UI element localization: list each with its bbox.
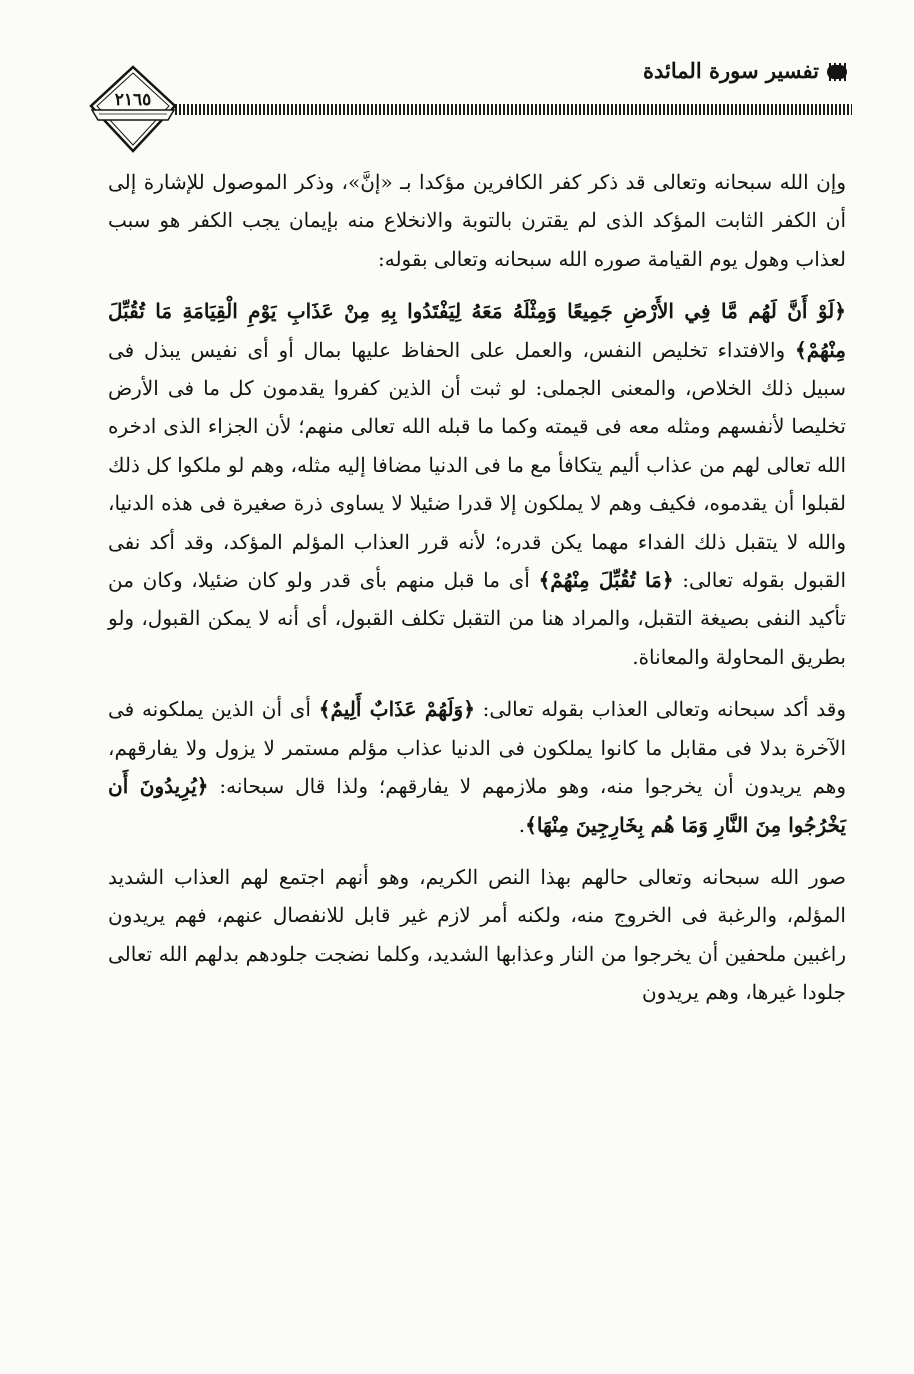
text-run: وإن الله سبحانه وتعالى قد ذكر كفر الكافرين مؤكدا بـ «إنَّ»، وذكر الموصول للإشارة إلى أن الكفر الثابت المؤكد الذى لم يقترن بالتوبة والانخلاع منه بإيمان يجب الكفر هو سبب لعذاب وهول يوم القيامة صوره الله سبحانه وتعالى بقوله: xyxy=(108,170,846,271)
paragraph xyxy=(108,292,846,676)
text-run: أى ما قبل منهم بأى قدر ولو كان ضئيلا، وكان من تأكيد النفى بصيغة التقبل، والمراد هنا من التقبل تكلف القبول، أى أنه لا يمكن القبول، ولو بطريق المحاولة والمعاناة. xyxy=(108,568,846,669)
ornament-icon xyxy=(826,62,848,82)
body-text xyxy=(108,163,846,1026)
quran-verse-quote: ﴿وَلَهُمْ عَذَابٌ أَلِيمٌ﴾ xyxy=(318,697,475,722)
paragraph xyxy=(108,163,846,278)
text-run: صور الله سبحانه وتعالى حالهم بهذا النص الكريم، وهو أنهم اجتمع لهم العذاب الشديد المؤلم، والرغبة فى الخروج منه، ولكنه أمر لازم غير قابل للانفصال عنهم، فهم يريدون راغبين ملحفين أن يخرجوا من النار وعذابها الشديد، وكلما نضجت جلودهم بدلهم الله تعالى جلودا غيرها، وهم يريدون xyxy=(108,864,846,1005)
quran-verse-quote: ﴿لَوْ أَنَّ لَهُم مَّا فِي الأَرْضِ جَمِيعًا وَمِثْلَهُ مَعَهُ لِيَفْتَدُوا بِهِ مِنْ عَذَابِ يَوْمِ الْقِيَامَةِ مَا تُقُبِّلَ مِنْهُمْ﴾ xyxy=(108,299,846,362)
text-run: والافتداء تخليص النفس، والعمل على الحفاظ عليها بمال أو أى نفيس يبذل فى سبيل ذلك الخلاص، والمعنى الجملى: لو ثبت أن الذين كفروا يقدمون كل ما فى الأرض تخليصا لأنفسهم ومثله معه فى قيمته وكما ما قبله الله تعالى منهم؛ لأن الجزاء الذى ادخره الله تعالى لهم من عذاب أليم يتكافأ مع ما فى الدنيا مضافا إليه مثله، وهم لو ملكوا كل ذلك لقبلوا أن يقدموه، فكيف وهم لا يملكون إلا قدرا ضئيلا لا يساوى ذرة صغيرة فى هذه الدنيا، والله لا يتقبل ذلك الفداء مهما يكن قدره؛ لأنه قرر العذاب المؤلم المؤكد، وقد أكد نفى القبول بقوله تعالى: xyxy=(108,337,847,593)
header-rule-icon xyxy=(175,104,852,115)
quran-verse-quote: ﴿مَا تُقُبِّلَ مِنْهُمْ﴾ xyxy=(538,568,674,593)
running-title: تفسير سورة المائدة xyxy=(643,58,819,83)
page-number: ٢١٦٥ xyxy=(114,90,152,110)
text-run: وقد أكد سبحانه وتعالى العذاب بقوله تعالى: xyxy=(474,697,847,722)
page-header xyxy=(0,0,914,160)
text-run: أى أن الذين يملكونه فى الآخرة بدلا فى مقابل ما كانوا يملكون فى الدنيا عذاب مؤلم مستمر لا يزول ولا يفارقهم، وهم يريدون أن يخرجوا منه، وهو ملازمهم لا يفارقهم؛ ولذا قال سبحانه: xyxy=(108,697,846,799)
text-run: . xyxy=(518,812,526,837)
paragraph xyxy=(108,858,846,1012)
paragraph xyxy=(108,690,846,844)
quran-verse-quote: ﴿يُرِيدُونَ أَن يَخْرُجُوا مِنَ النَّارِ وَمَا هُم بِخَارِجِينَ مِنْهَا﴾ xyxy=(108,774,846,837)
